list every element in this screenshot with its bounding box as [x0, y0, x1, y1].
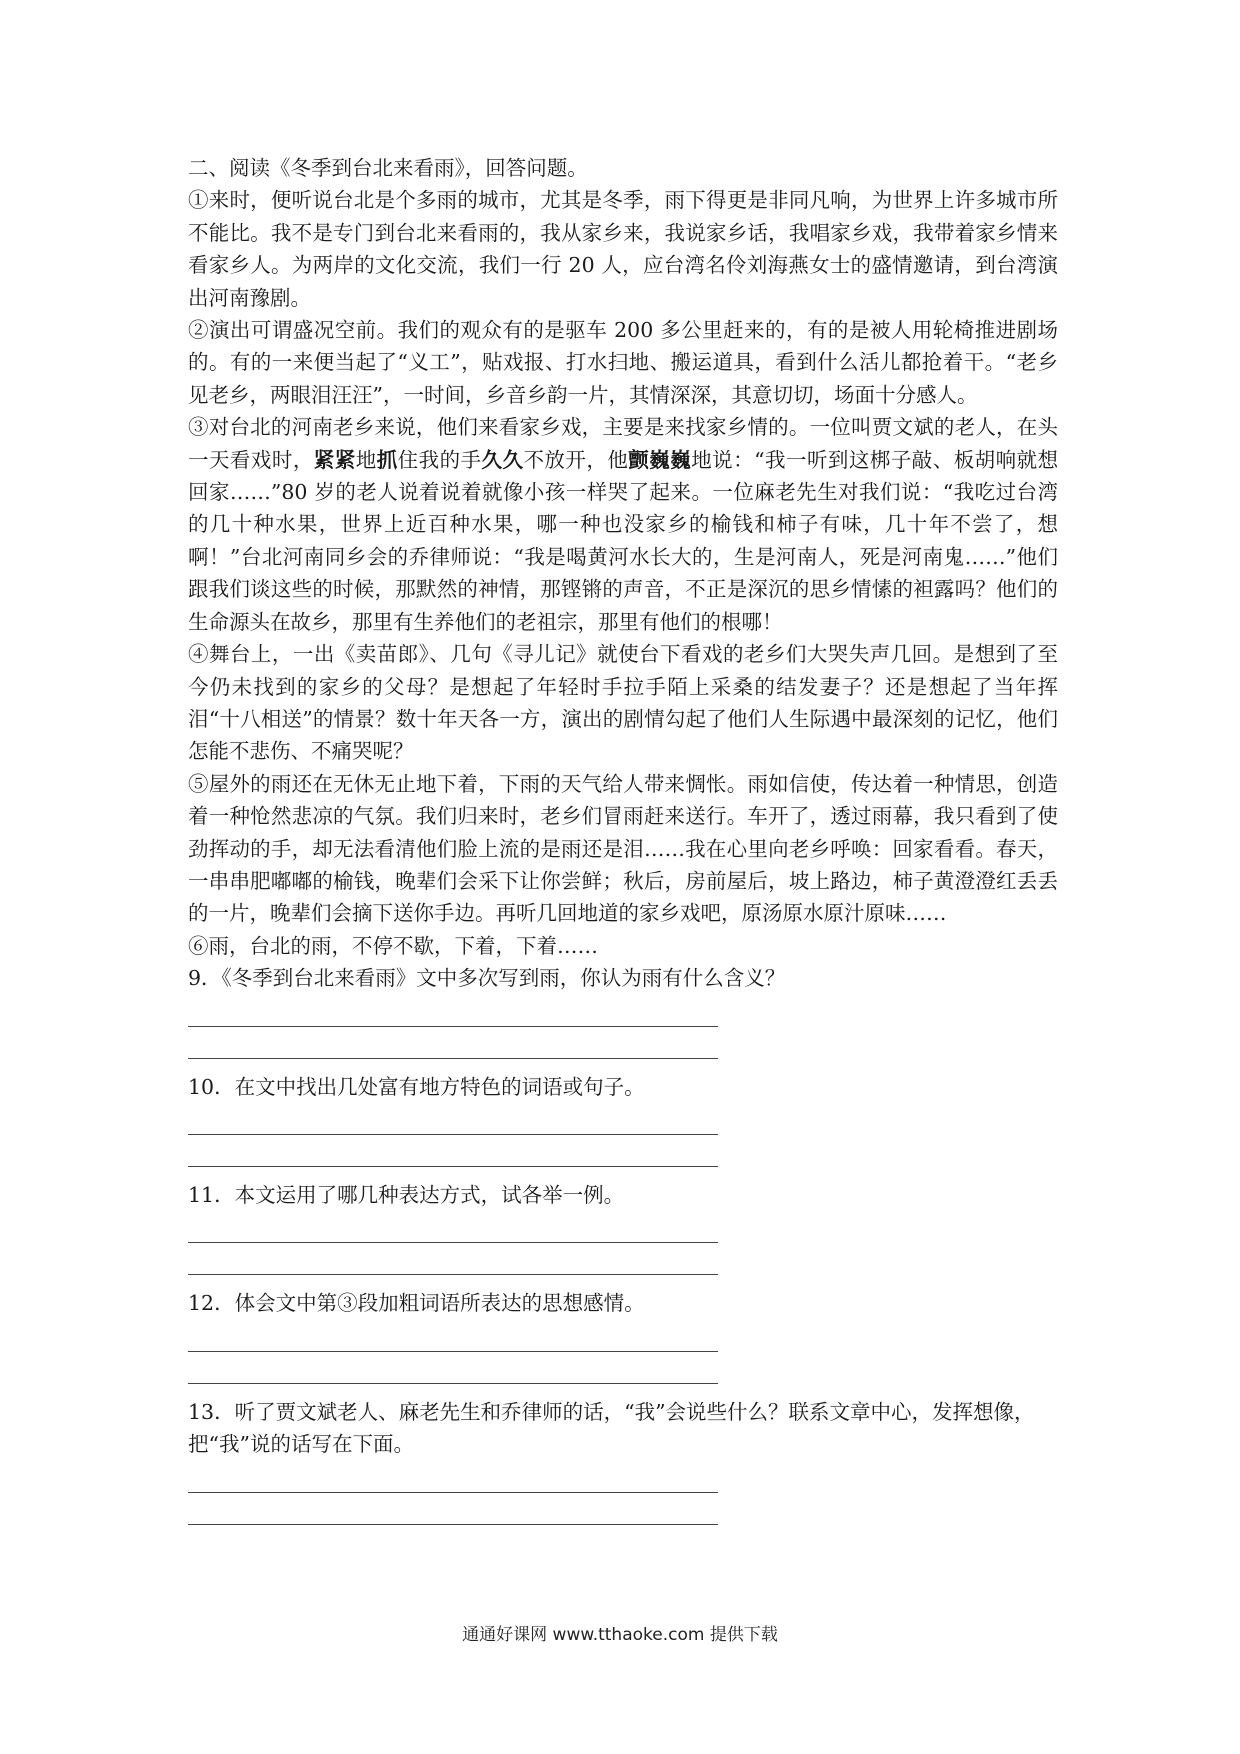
- answer-area-11[interactable]: [188, 1211, 1058, 1275]
- question-9: 9．《冬季到台北来看雨》文中多次写到雨，你认为雨有什么含义？: [188, 966, 786, 991]
- paragraph-4: ④舞台上，一出《卖苗郎》、几句《寻儿记》就使台下看戏的老乡们大哭失声几回。是想到了至今仍未找到的家乡的父母？是想起了年轻时手拉手陌上采桑的结发妻子？还是想起了当年挥泪“十八相送”的情景？数十年天各一方，演出的剧情勾起了他们人生际遇中最深刻的记忆，他们怎能不悲伤、不痛哭呢？: [188, 642, 1058, 764]
- answer-line[interactable]: [188, 1103, 718, 1135]
- question-12: 12．体会文中第③段加粗词语所表达的思想感情。: [188, 1291, 645, 1316]
- answer-line[interactable]: [188, 1461, 718, 1493]
- section-title: 二、阅读《冬季到台北来看雨》，回答问题。: [188, 156, 588, 180]
- answer-line[interactable]: [188, 1211, 718, 1243]
- paragraph-3: [188, 411, 1058, 638]
- paragraph-6: ⑥雨，台北的雨，不停不歇，下着，下着……: [188, 933, 598, 958]
- question-13: 13．听了贾文斌老人、麻老先生和乔律师的话，“我”会说些什么？联系文章中心，发挥想像，把“我”说的话写在下面。: [188, 1399, 1035, 1457]
- bold-word-zhua: 抓: [376, 447, 398, 472]
- question-10: 10．在文中找出几处富有地方特色的词语或句子。: [188, 1074, 645, 1099]
- answer-line[interactable]: [188, 1493, 718, 1525]
- answer-line[interactable]: [188, 1352, 718, 1384]
- answer-area-13[interactable]: [188, 1461, 1058, 1525]
- answer-line[interactable]: [188, 1243, 718, 1275]
- answer-line[interactable]: [188, 995, 718, 1027]
- bold-word-chanweiwei: 颤巍巍: [628, 447, 692, 472]
- paragraph-5: ⑤屋外的雨还在无休无止地下着，下雨的天气给人带来惆怅。雨如信使，传达着一种情思，创造着一种怆然悲凉的气氛。我们归来时，老乡们冒雨赶来送行。车开了，透过雨幕，我只看到了使劲挥动的手，却无法看清他们脸上流的是雨还是泪……我在心里向老乡呼唤：回家看看。春天，一串串肥嘟嘟的榆钱，晚辈们会采下让你尝鲜；秋后，房前屋后，坡上路边，柿子黄澄澄红丢丢的一片，晚辈们会摘下送你手边。再听几回地道的家乡戏吧，原汤原水原汁原味……: [188, 771, 1058, 926]
- paragraph-3-text: ③对台北的河南老乡来说，他们来看家乡戏，主要是来找家乡情的。一位叫贾文斌的老人，在头一天看戏时，: [188, 415, 1058, 472]
- question-11: 11．本文运用了哪几种表达方式，试各举一例。: [188, 1182, 625, 1207]
- answer-line[interactable]: [188, 1135, 718, 1167]
- paragraph-2: ②演出可谓盛况空前。我们的观众有的是驱车 200 多公里赶来的，有的是被人用轮椅推进剧场的。有的一来便当起了“义工”，贴戏报、打水扫地、搬运道具，看到什么活儿都抢着干。“老乡见老乡，两眼泪汪汪”，一时间，乡音乡韵一片，其情深深，其意切切，场面十分感人。: [188, 318, 1058, 407]
- answer-area-9[interactable]: [188, 995, 1058, 1059]
- paragraph-1: ①来时，便听说台北是个多雨的城市，尤其是冬季，雨下得更是非同凡响，为世界上许多城市所不能比。我不是专门到台北来看雨的，我从家乡来，我说家乡话，我唱家乡戏，我带着家乡情来看家乡人。为两岸的文化交流，我们一行 20 人，应台湾名伶刘海燕女士的盛情邀请，到台湾演出河南豫剧。: [188, 188, 1058, 310]
- reading-section: [188, 152, 1058, 1537]
- paragraph-3-text: 不放开，他: [523, 447, 629, 472]
- paragraph-3-text: 地说：“我一听到这梆子敲、板胡响就想回家……”80 岁的老人说着说着就像小孩一样哭了起来。一位麻老先生对我们说：“我吃过台湾的几十种水果，世界上近百种水果，哪一种也没家乡的榆钱和柿子有味，几十年不尝了，想啊！”台北河南同乡会的乔律师说：“我是喝黄河水长大的，生是河南人，死是河南鬼……”他们跟我们谈这些的时候，那默然的神情，那铿锵的声音，不正是深沉的思乡情愫的袒露吗？他们的生命源头在故乡，那里有生养他们的老祖宗，那里有他们的根哪！: [188, 447, 1059, 634]
- answer-line[interactable]: [188, 1027, 718, 1059]
- answer-line[interactable]: [188, 1320, 718, 1352]
- page-footer: 通通好课网 www.tthaoke.com 提供下载: [462, 1625, 778, 1645]
- answer-area-10[interactable]: [188, 1103, 1058, 1167]
- bold-word-jinjin: 紧紧: [313, 447, 356, 472]
- answer-area-12[interactable]: [188, 1320, 1058, 1384]
- paragraph-3-text: 住我的手: [397, 447, 482, 472]
- paragraph-3-text: 地: [355, 447, 377, 472]
- bold-word-jiujiu: 久久: [481, 447, 524, 472]
